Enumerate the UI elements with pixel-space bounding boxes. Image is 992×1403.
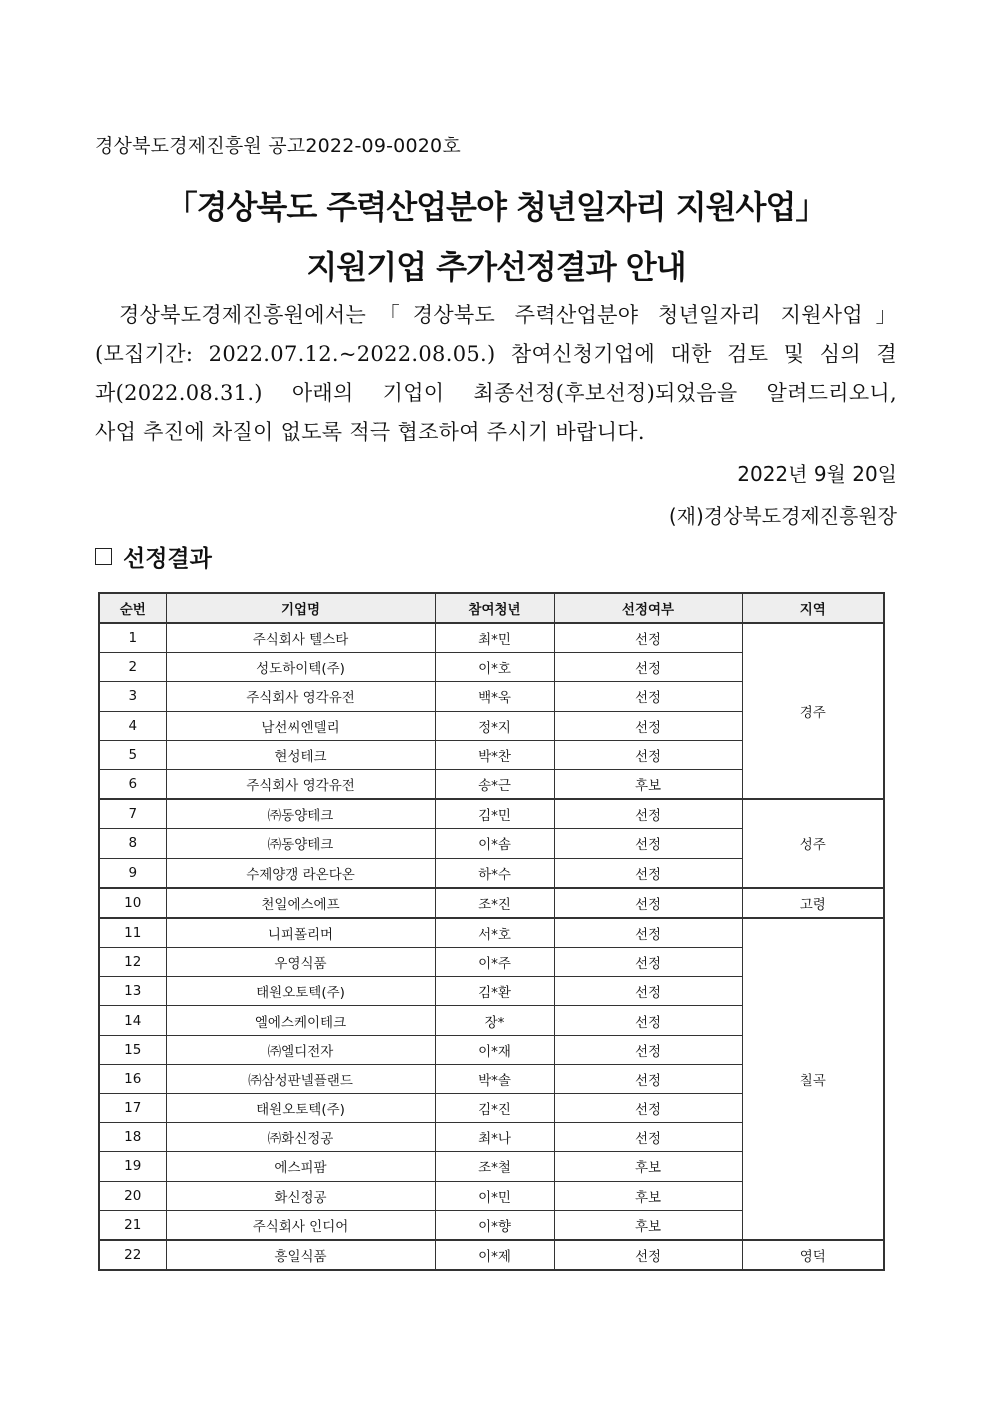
table-header-row	[99, 593, 884, 623]
table-row	[99, 799, 884, 829]
cell-youth: 조*철	[435, 1152, 554, 1181]
cell-company: 에스피팜	[166, 1152, 435, 1181]
cell-region: 칠곡	[742, 918, 884, 1240]
cell-status: 선정	[554, 1064, 742, 1093]
cell-status: 선정	[554, 888, 742, 918]
table-row	[99, 918, 884, 948]
cell-youth: 조*진	[435, 888, 554, 918]
cell-status: 선정	[554, 918, 742, 948]
document-title: 「경상북도 주력산업분야 청년일자리 지원사업」	[165, 188, 827, 226]
cell-company: 태원오토텍(주)	[166, 977, 435, 1006]
cell-no: 17	[99, 1094, 166, 1123]
cell-no: 11	[99, 918, 166, 948]
cell-youth: 백*욱	[435, 682, 554, 711]
cell-no: 6	[99, 769, 166, 799]
cell-youth: 송*근	[435, 769, 554, 799]
table-row	[99, 888, 884, 918]
cell-company: 성도하이텍(주)	[166, 653, 435, 682]
body-line: (모집기간: 2022.07.12.~2022.08.05.) 참여신청기업에 대한 검토 및 심의 결	[95, 342, 898, 366]
cell-no: 7	[99, 799, 166, 829]
cell-youth: 박*솔	[435, 1064, 554, 1093]
cell-youth: 이*민	[435, 1181, 554, 1210]
cell-youth: 하*수	[435, 858, 554, 888]
cell-status: 선정	[554, 1035, 742, 1064]
cell-status: 선정	[554, 1123, 742, 1152]
cell-no: 21	[99, 1210, 166, 1240]
cell-youth: 최*나	[435, 1123, 554, 1152]
cell-no: 12	[99, 948, 166, 977]
body-line: 과(2022.08.31.) 아래의 기업이 최종선정(후보선정)되었음을 알려드리오니,	[95, 381, 897, 405]
cell-youth: 김*환	[435, 977, 554, 1006]
cell-no: 22	[99, 1240, 166, 1270]
cell-youth: 정*지	[435, 711, 554, 740]
cell-company: 천일에스에프	[166, 888, 435, 918]
cell-no: 5	[99, 740, 166, 769]
cell-no: 8	[99, 829, 166, 858]
cell-company: 현성테크	[166, 740, 435, 769]
cell-no: 2	[99, 653, 166, 682]
cell-no: 20	[99, 1181, 166, 1210]
cell-region: 경주	[742, 623, 884, 799]
cell-youth: 이*향	[435, 1210, 554, 1240]
cell-company: ㈜화신정공	[166, 1123, 435, 1152]
cell-no: 16	[99, 1064, 166, 1093]
cell-no: 18	[99, 1123, 166, 1152]
cell-region: 영덕	[742, 1240, 884, 1270]
announcement-date: 2022년 9월 20일	[737, 462, 897, 486]
cell-status: 선정	[554, 829, 742, 858]
cell-company: 니피폴리머	[166, 918, 435, 948]
cell-company: 우영식품	[166, 948, 435, 977]
cell-youth: 이*재	[435, 1035, 554, 1064]
cell-status: 선정	[554, 1006, 742, 1035]
header-company: 기업명	[166, 593, 435, 623]
cell-company: 화신정공	[166, 1181, 435, 1210]
cell-company: 주식회사 텔스타	[166, 623, 435, 653]
header-no: 순번	[99, 593, 166, 623]
cell-status: 선정	[554, 799, 742, 829]
cell-company: 주식회사 영각유전	[166, 682, 435, 711]
cell-no: 4	[99, 711, 166, 740]
document-subtitle: 지원기업 추가선정결과 안내	[306, 248, 686, 286]
section-title: 선정결과	[123, 545, 212, 572]
cell-youth: 이*솜	[435, 829, 554, 858]
cell-youth: 이*제	[435, 1240, 554, 1270]
cell-status: 선정	[554, 1240, 742, 1270]
cell-status: 후보	[554, 1210, 742, 1240]
cell-company: ㈜삼성판넬플랜드	[166, 1064, 435, 1093]
cell-status: 후보	[554, 1181, 742, 1210]
cell-status: 선정	[554, 858, 742, 888]
cell-company: 주식회사 인디어	[166, 1210, 435, 1240]
cell-youth: 서*호	[435, 918, 554, 948]
header-status: 선정여부	[554, 593, 742, 623]
cell-no: 3	[99, 682, 166, 711]
header-youth: 참여청년	[435, 593, 554, 623]
cell-youth: 이*주	[435, 948, 554, 977]
cell-youth: 이*호	[435, 653, 554, 682]
cell-status: 선정	[554, 1094, 742, 1123]
cell-no: 1	[99, 623, 166, 653]
section-heading	[95, 540, 212, 573]
cell-status: 선정	[554, 977, 742, 1006]
cell-no: 10	[99, 888, 166, 918]
cell-company: 엘에스케이테크	[166, 1006, 435, 1035]
table-row	[99, 623, 884, 653]
square-bullet-icon	[95, 548, 112, 565]
table-row	[99, 1240, 884, 1270]
cell-no: 15	[99, 1035, 166, 1064]
cell-youth: 박*찬	[435, 740, 554, 769]
cell-youth: 김*민	[435, 799, 554, 829]
cell-region: 고령	[742, 888, 884, 918]
cell-company: 태원오토텍(주)	[166, 1094, 435, 1123]
notice-number: 경상북도경제진흥원 공고2022-09-0020호	[95, 135, 461, 157]
cell-youth: 장*	[435, 1006, 554, 1035]
cell-company: ㈜동양테크	[166, 799, 435, 829]
cell-status: 후보	[554, 769, 742, 799]
cell-company: 남선씨엔델리	[166, 711, 435, 740]
cell-status: 선정	[554, 653, 742, 682]
cell-no: 19	[99, 1152, 166, 1181]
cell-youth: 최*민	[435, 623, 554, 653]
cell-status: 선정	[554, 682, 742, 711]
cell-region: 성주	[742, 799, 884, 888]
cell-no: 14	[99, 1006, 166, 1035]
cell-no: 13	[99, 977, 166, 1006]
cell-status: 선정	[554, 740, 742, 769]
signer: (재)경상북도경제진흥원장	[668, 504, 897, 528]
body-line: 경상북도경제진흥원에서는「경상북도 주력산업분야 청년일자리 지원사업」	[119, 303, 897, 327]
cell-youth: 김*진	[435, 1094, 554, 1123]
cell-company: ㈜동양테크	[166, 829, 435, 858]
cell-status: 선정	[554, 711, 742, 740]
cell-company: 흥일식품	[166, 1240, 435, 1270]
body-line: 사업 추진에 차질이 없도록 적극 협조하여 주시기 바랍니다.	[95, 420, 645, 444]
cell-company: ㈜엘디전자	[166, 1035, 435, 1064]
cell-status: 후보	[554, 1152, 742, 1181]
cell-company: 주식회사 영각유전	[166, 769, 435, 799]
cell-status: 선정	[554, 948, 742, 977]
announcement-body	[95, 296, 897, 452]
cell-company: 수제양갱 라온다온	[166, 858, 435, 888]
selection-results-table	[98, 592, 885, 1271]
cell-status: 선정	[554, 623, 742, 653]
cell-no: 9	[99, 858, 166, 888]
header-region: 지역	[742, 593, 884, 623]
